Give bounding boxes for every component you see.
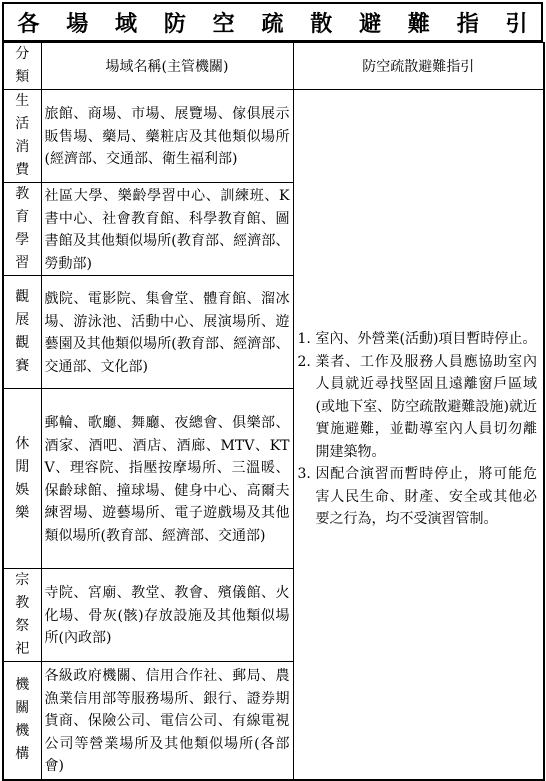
guideline-cell: [293, 90, 544, 780]
document-page: [2, 2, 543, 776]
guideline-list: [298, 328, 538, 531]
category-char: 樂: [15, 504, 30, 521]
category-char: 觀: [15, 335, 30, 351]
row-category: [3, 662, 41, 780]
title-char: 空: [212, 11, 235, 37]
guideline-item: [298, 328, 538, 351]
title-char: 各: [17, 11, 40, 37]
category-char: 機: [15, 723, 30, 740]
title-char: 域: [115, 11, 138, 37]
category-char: 祭: [15, 618, 30, 634]
guideline-text: 室內、外營業(活動)項目暫時停止。: [315, 331, 537, 347]
document-title: [2, 2, 543, 42]
guideline-number: 2.: [297, 353, 311, 370]
title-char: 防: [163, 11, 186, 37]
title-char: 疏: [261, 11, 284, 37]
category-char: 展: [15, 312, 30, 328]
header-venue: 場域名稱(主管機關): [41, 43, 293, 90]
category-char: 觀: [15, 289, 30, 305]
category-char: 生: [15, 93, 30, 109]
category-char: 活: [15, 116, 30, 132]
row-category: [3, 183, 41, 276]
guideline-item: [298, 463, 538, 531]
row-venues: 戲院、電影院、集會堂、體育館、溜冰場、游泳池、活動中心、展演場所、遊藝園及其他類似場所(教育部、經濟部、交通部、文化部): [41, 276, 293, 389]
row-venues: 各級政府機關、信用合作社、郵局、農漁業信用部等服務場所、銀行、證券期貨商、保險公司、電信公司、有線電視公司等營業場所及其他類似場所(各部會): [41, 662, 293, 780]
table-row: [3, 90, 544, 183]
guideline-number: 3.: [297, 466, 311, 482]
row-venues: 寺院、宮廟、教堂、教會、殯儀館、火化場、骨灰(骸)存放設施及其他類似場所(內政部): [41, 569, 293, 662]
category-char: 教: [15, 186, 30, 202]
category-char: 關: [15, 700, 30, 717]
category-char: 機: [15, 677, 30, 694]
category-char: 祀: [15, 641, 30, 657]
header-guide: 防空疏散避難指引: [293, 43, 544, 90]
category-char: 閒: [15, 458, 30, 475]
guideline-table: [2, 42, 545, 781]
row-category: [3, 569, 41, 662]
title-char: 避: [359, 11, 382, 37]
row-category: [3, 389, 41, 569]
category-char: 費: [15, 162, 30, 178]
row-venues: 旅館、商場、市場、展覽場、傢俱展示販售場、藥局、藥粧店及其他類似場所(經濟部、交通部、衛生福利部): [41, 90, 293, 183]
category-char: 習: [15, 255, 30, 271]
category-char: 教: [15, 595, 30, 611]
guideline-number: 1.: [297, 331, 311, 347]
row-category: [3, 90, 41, 183]
header-category: [3, 43, 41, 90]
row-category: [3, 276, 41, 389]
title-char: 指: [456, 11, 479, 37]
category-char: 休: [15, 435, 30, 452]
category-char: 娛: [15, 481, 30, 498]
row-venues: 社區大學、樂齡學習中心、訓練班、K書中心、社會教育館、科學教育館、圖書館及其他類似場所(教育部、經濟部、勞動部): [41, 183, 293, 276]
title-char: 難: [407, 11, 430, 37]
category-char: 宗: [15, 572, 30, 588]
category-char: 育: [15, 209, 30, 225]
guideline-item: [298, 351, 538, 464]
category-char: 消: [15, 139, 30, 155]
title-char: 引: [505, 11, 528, 37]
header-row: [3, 43, 544, 90]
row-venues: 郵輪、歌廳、舞廳、夜總會、俱樂部、酒家、酒吧、酒店、酒廊、MTV、KTV、理容院、指壓按摩場所、三溫暖、保齡球館、撞球場、健身中心、高爾夫練習場、遊藝場所、電子遊戲場及其他類似場所(教育部、經濟部、交通部): [41, 389, 293, 569]
title-char: 場: [66, 11, 89, 37]
title-char: 散: [310, 11, 333, 37]
guideline-text: 因配合演習而暫時停止，將可能危害人民生命、財產、安全或其他必要之行為，均不受演習管制。: [315, 466, 537, 527]
category-char: 構: [15, 746, 30, 763]
category-char: 學: [15, 232, 30, 248]
header-category-char: 類: [15, 69, 30, 85]
header-category-char: 分: [15, 46, 30, 62]
guideline-text: 業者、工作及服務人員應協助室內人員就近尋找堅固且遠離窗戶區域(或地下室、防空疏散避難設施)就近實施避難，並勸導室內人員切勿離開建築物。: [315, 353, 537, 460]
category-char: 賽: [15, 358, 30, 374]
